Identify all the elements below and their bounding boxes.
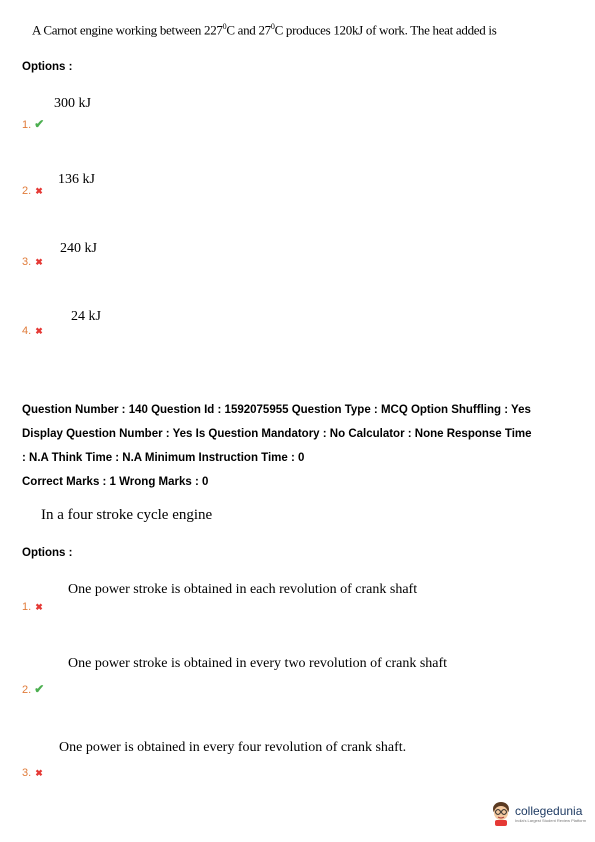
option-text: One power is obtained in every four revolution of crank shaft. (59, 740, 407, 755)
question-text: In a four stroke cycle engine (41, 507, 213, 523)
mascot-icon (490, 800, 512, 826)
option-index: 3. (22, 256, 32, 268)
options-label: Options : (22, 61, 73, 73)
marks-line: Correct Marks : 1 Wrong Marks : 0 (22, 476, 209, 488)
question-text-part: C produces 120kJ of work. The heat added is (274, 22, 497, 38)
options-label: Options : (22, 547, 73, 559)
option-index: 2. (22, 684, 32, 696)
option-number (22, 763, 43, 781)
metadata-line: Display Question Number : Yes Is Question Mandatory : No Calculator : None Response Time (22, 428, 532, 440)
question-text-part: C and 27 (226, 22, 271, 38)
option-text: One power stroke is obtained in every two revolution of crank shaft (68, 656, 448, 671)
logo-tagline: India's Largest Student Review Platform (515, 817, 587, 823)
option-number (22, 680, 44, 698)
question-text-part: A Carnot engine working between 227 (32, 22, 223, 38)
option-text: 240 kJ (60, 241, 97, 256)
option-index: 2. (22, 185, 32, 197)
option-number (22, 597, 43, 615)
option-text: 24 kJ (71, 309, 101, 324)
option-number (22, 115, 44, 133)
option-index: 1. (22, 119, 32, 131)
option-text: 136 kJ (58, 172, 95, 187)
collegedunia-logo (490, 800, 586, 826)
cross-icon: ✖ (35, 602, 43, 612)
metadata-line: Question Number : 140 Question Id : 1592075955 Question Type : MCQ Option Shuffling : Yes (22, 404, 531, 416)
question-metadata (22, 398, 582, 494)
question-text (32, 22, 496, 38)
superscript: 0 (222, 22, 227, 31)
cross-icon: ✖ (35, 326, 43, 336)
option-number (22, 321, 43, 339)
metadata-line: : N.A Think Time : N.A Minimum Instruction Time : 0 (22, 452, 305, 464)
cross-icon: ✖ (35, 768, 43, 778)
option-index: 4. (22, 325, 32, 337)
option-index: 3. (22, 767, 32, 779)
option-number (22, 181, 43, 199)
option-text: 300 kJ (54, 96, 91, 111)
superscript: 0 (270, 22, 275, 31)
cross-icon: ✖ (35, 257, 43, 267)
logo-name: collegedunia (515, 803, 583, 818)
option-number (22, 252, 43, 270)
option-text: One power stroke is obtained in each revolution of crank shaft (68, 582, 418, 597)
logo-text-block (515, 804, 586, 823)
cross-icon: ✖ (35, 186, 43, 196)
check-icon: ✔ (34, 117, 45, 131)
check-icon: ✔ (34, 682, 45, 696)
option-index: 1. (22, 601, 32, 613)
